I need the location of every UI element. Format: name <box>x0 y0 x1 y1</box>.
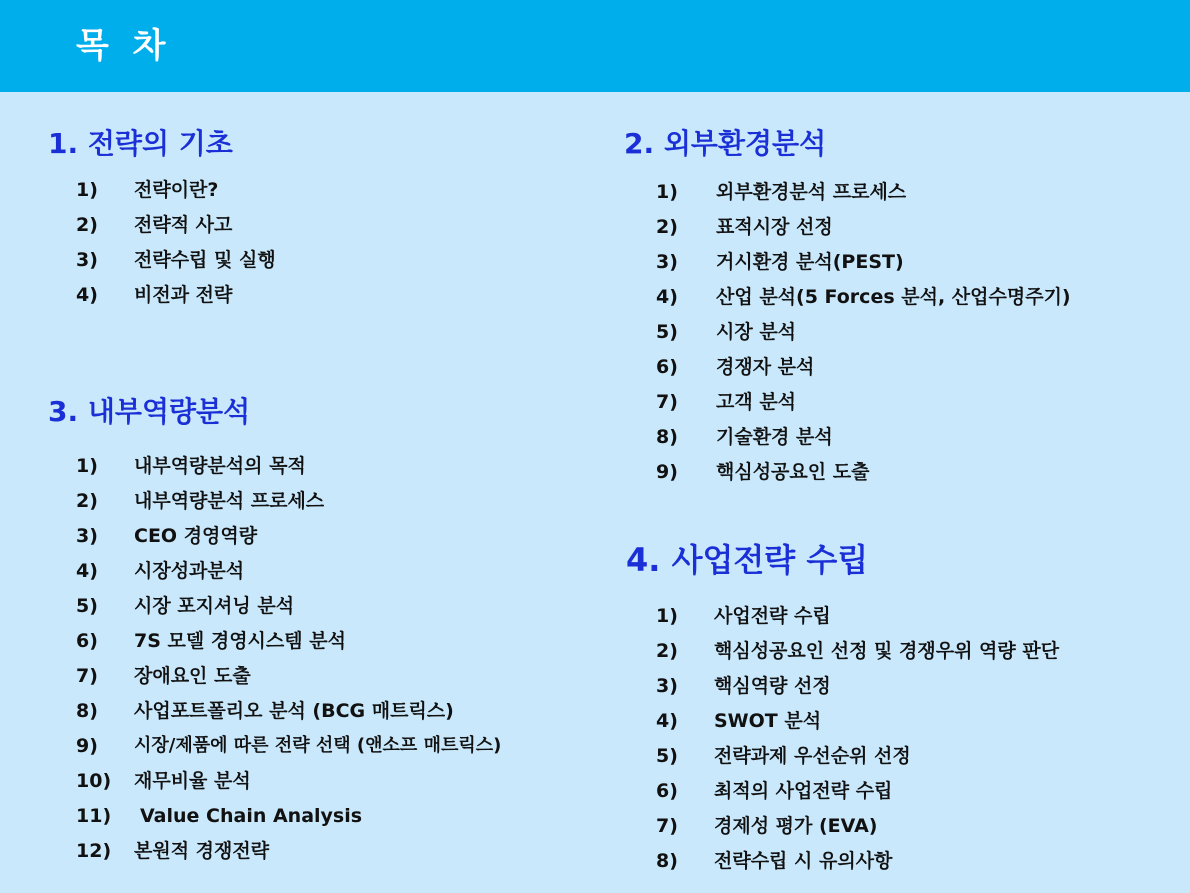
item-number: 9) <box>76 735 98 757</box>
item-text: 핵심성공요인 선정 및 경쟁우위 역량 판단 <box>714 640 1060 662</box>
toc-content <box>0 92 1190 893</box>
section-internal-analysis <box>48 392 618 872</box>
item-text: 재무비율 분석 <box>134 770 251 792</box>
section-strategy-basics <box>48 124 568 314</box>
section-business-strategy <box>626 538 1186 888</box>
item-number: 2) <box>76 490 98 512</box>
item-text: 본원적 경쟁전략 <box>134 840 270 862</box>
item-text: CEO 경영역량 <box>134 525 258 547</box>
item-number: 7) <box>76 665 98 687</box>
item-text: 경쟁자 분석 <box>716 356 815 378</box>
item-text: 시장 분석 <box>716 321 797 343</box>
item-number: 6) <box>656 780 678 802</box>
item-text: 전략이란? <box>134 179 219 201</box>
item-text: 외부환경분석 프로세스 <box>716 181 907 203</box>
item-text: 내부역량분석 프로세스 <box>134 490 325 512</box>
item-number: 4) <box>76 560 98 582</box>
item-text: 경제성 평가 (EVA) <box>714 815 878 837</box>
item-number: 10) <box>76 770 112 792</box>
item-number: 5) <box>656 321 678 343</box>
item-number: 1) <box>76 455 98 477</box>
item-number: 9) <box>656 461 678 483</box>
item-number: 3) <box>656 251 678 273</box>
item-number: 4) <box>656 710 678 732</box>
item-number: 5) <box>76 595 98 617</box>
item-text: 고객 분석 <box>716 391 797 413</box>
item-text: 거시환경 분석(PEST) <box>716 251 904 273</box>
section-external-analysis <box>624 124 1184 494</box>
item-number: 8) <box>656 850 678 872</box>
item-number: 3) <box>76 249 98 271</box>
item-text: 전략수립 시 유의사항 <box>714 850 893 872</box>
item-number: 7) <box>656 815 678 837</box>
item-text: SWOT 분석 <box>714 710 822 732</box>
item-number: 4) <box>76 284 98 306</box>
section-title: 1. 전략의 기초 <box>48 127 233 160</box>
item-text: 7S 모델 경영시스템 분석 <box>134 630 346 652</box>
item-text: 시장성과분석 <box>134 560 245 582</box>
item-text: 핵심성공요인 도출 <box>716 461 870 483</box>
item-text: 산업 분석(5 Forces 분석, 산업수명주기) <box>716 286 1071 308</box>
item-text: 사업전략 수립 <box>714 605 831 627</box>
item-number: 8) <box>76 700 98 722</box>
item-text: 표적시장 선정 <box>716 216 833 238</box>
item-text: 전략수립 및 실행 <box>134 249 276 271</box>
item-number: 4) <box>656 286 678 308</box>
item-number: 1) <box>656 181 678 203</box>
item-text: 핵심역량 선정 <box>714 675 831 697</box>
item-text: 시장 포지셔닝 분석 <box>134 595 295 617</box>
item-number: 2) <box>76 214 98 236</box>
item-text: 시장/제품에 따른 전략 선택 (앤소프 매트릭스) <box>134 735 502 756</box>
item-number: 3) <box>656 675 678 697</box>
item-number: 1) <box>76 179 98 201</box>
item-number: 5) <box>656 745 678 767</box>
item-number: 7) <box>656 391 678 413</box>
item-text: 비전과 전략 <box>134 284 233 306</box>
item-number: 2) <box>656 640 678 662</box>
item-number: 8) <box>656 426 678 448</box>
section-title: 4. 사업전략 수립 <box>626 541 869 579</box>
item-text: 사업포트폴리오 분석 (BCG 매트릭스) <box>134 700 454 722</box>
page-title: 목 차 <box>76 26 172 66</box>
item-number: 2) <box>656 216 678 238</box>
item-text: 내부역량분석의 목적 <box>134 455 306 477</box>
item-number: 6) <box>656 356 678 378</box>
item-number: 6) <box>76 630 98 652</box>
item-text: Value Chain Analysis <box>140 805 363 827</box>
item-text: 기술환경 분석 <box>716 426 833 448</box>
header-bar <box>0 0 1190 92</box>
section-title: 3. 내부역량분석 <box>48 395 251 428</box>
item-number: 12) <box>76 840 112 862</box>
section-title: 2. 외부환경분석 <box>624 127 827 160</box>
item-text: 전략적 사고 <box>134 214 233 236</box>
item-text: 전략과제 우선순위 선정 <box>714 745 911 767</box>
item-number: 11) <box>76 805 112 827</box>
item-number: 1) <box>656 605 678 627</box>
item-text: 최적의 사업전략 수립 <box>714 780 893 802</box>
item-text: 장애요인 도출 <box>134 665 251 687</box>
item-number: 3) <box>76 525 98 547</box>
